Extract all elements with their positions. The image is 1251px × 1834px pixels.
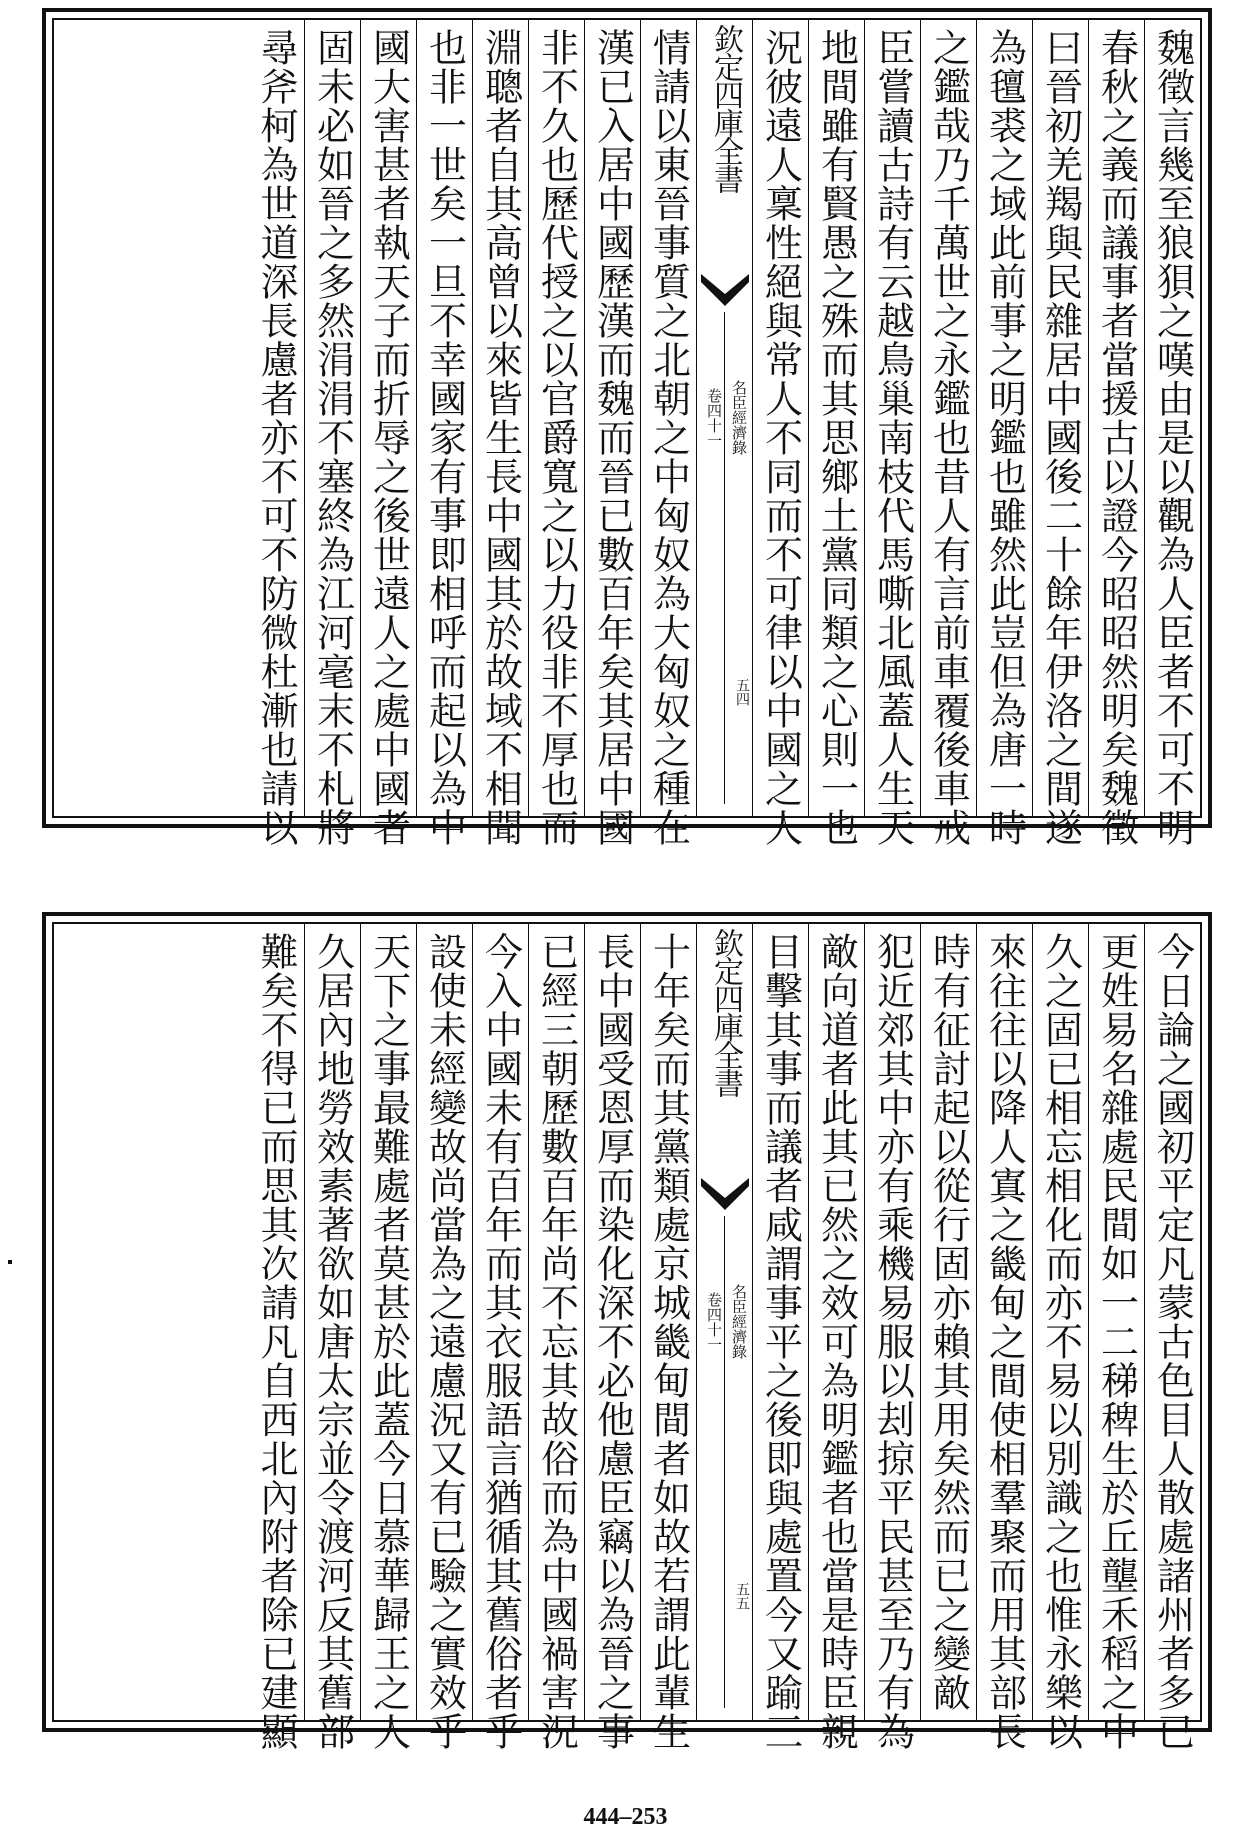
text-column xyxy=(360,924,416,1751)
text-column xyxy=(1088,924,1144,1751)
column-text: 曰晉初羌羯與民雜居中國後二十餘年伊洛之間遂 xyxy=(1038,28,1083,847)
column-text: 已經三朝歷數百年尚不忘其故俗而為中國禍害況 xyxy=(534,932,579,1751)
column-text: 漢已入居中國歷漢而魏而晉已數百年矣其居中國 xyxy=(590,28,635,847)
column-text: 久居內地勞效素著欲如唐太宗並令渡河反其舊部 xyxy=(310,932,355,1751)
column-text: 地間雖有賢愚之殊而其思鄉土黨同類之心則一也 xyxy=(814,28,859,847)
text-column xyxy=(472,924,528,1751)
column-text: 也非一世矣一旦不幸國家有事即相呼而起以為中 xyxy=(422,28,467,847)
column-text: 固未必如晉之多然涓涓不塞終為江河毫末不札將 xyxy=(310,28,355,847)
text-column xyxy=(1144,20,1200,847)
text-column xyxy=(360,20,416,847)
text-column xyxy=(864,924,920,1751)
fish-tail-mark-icon xyxy=(697,272,753,312)
column-text: 今入中國未有百年而其衣服語言猶循其舊俗者乎 xyxy=(478,932,523,1751)
column-text: 長中國受恩厚而染化深不必他慮臣竊以為晉之事 xyxy=(590,932,635,1751)
text-column xyxy=(1032,20,1088,847)
column-text: 更姓易名雜處民間如一二稊稗生於丘壟禾稻之中 xyxy=(1094,932,1139,1751)
center-fold-banner xyxy=(696,924,752,1720)
column-text: 國大害甚者執天子而折辱之後世遠人之處中國者 xyxy=(366,28,411,847)
text-column xyxy=(416,20,472,847)
text-column xyxy=(640,924,696,1751)
collection-title: 欽定四庫全書 xyxy=(708,928,743,1096)
top-page-columns xyxy=(54,20,1200,847)
leaf-number: 五五 xyxy=(734,1582,750,1610)
collection-title: 欽定四庫全書 xyxy=(708,24,743,192)
text-column xyxy=(808,20,864,847)
top-page-frame xyxy=(52,18,1202,847)
banner-rule xyxy=(724,1216,725,1708)
column-text: 犯近郊其中亦有乘機易服以刦掠平民甚至乃有為 xyxy=(870,932,915,1751)
book-title: 名臣經濟錄 xyxy=(730,1284,748,1359)
volume-label: 卷四十一 xyxy=(705,388,723,448)
text-column xyxy=(584,924,640,1751)
leaf-number: 五四 xyxy=(734,678,750,706)
column-text: 設使未經變故尚當為之遠慮況又有已驗之實效乎 xyxy=(422,932,467,1751)
column-text: 尋斧柯為世道深長慮者亦不可不防微杜漸也請以 xyxy=(254,28,298,847)
text-column xyxy=(864,20,920,847)
text-column xyxy=(1032,924,1088,1751)
column-text: 淵聰者自其高曾以來皆生長中國其於故域不相聞 xyxy=(478,28,523,847)
text-column xyxy=(920,20,976,847)
text-column xyxy=(1144,924,1200,1751)
column-text: 魏徵言幾至狼狽之嘆由是以觀為人臣者不可不明 xyxy=(1150,28,1195,847)
text-column xyxy=(920,924,976,1720)
text-column xyxy=(304,924,360,1751)
top-page-panel xyxy=(42,8,1212,847)
text-column xyxy=(528,924,584,1751)
text-column xyxy=(248,20,304,847)
volume-label: 卷四十一 xyxy=(705,1292,723,1352)
center-fold-banner xyxy=(696,20,752,816)
book-title: 名臣經濟錄 xyxy=(730,380,748,455)
text-column xyxy=(976,20,1032,847)
banner-rule xyxy=(724,312,725,804)
bottom-page-columns xyxy=(54,924,1200,1751)
text-column xyxy=(640,20,696,847)
text-column xyxy=(472,20,528,847)
column-text: 況彼遠人稟性絕與常人不同而不可律以中國之人 xyxy=(758,28,803,847)
column-text: 十年矣而其黨類處京城畿甸間者如故若謂此輩生 xyxy=(646,932,691,1751)
column-text: 為氊裘之域此前事之明鑑也雖然此豈但為唐一時 xyxy=(982,28,1027,847)
column-text: 久之固已相忘相化而亦不易以別識之也惟永樂以 xyxy=(1038,932,1083,1751)
text-column xyxy=(1088,20,1144,847)
column-text: 天下之事最難處者莫甚於此蓋今日慕華歸王之人 xyxy=(366,932,411,1751)
scan-speck xyxy=(8,1260,12,1264)
column-text: 臣嘗讀古詩有云越鳥巢南枝代馬嘶北風蓋人生天 xyxy=(870,28,915,847)
text-column xyxy=(752,924,808,1751)
text-column xyxy=(976,924,1032,1751)
bottom-page-panel xyxy=(42,912,1212,1751)
page-footer-number: 444–253 xyxy=(583,1804,668,1830)
fish-tail-mark-icon xyxy=(697,1176,753,1216)
text-column xyxy=(528,20,584,847)
bottom-page-frame xyxy=(52,922,1202,1751)
column-text: 來往往以降人寘之畿甸之間使相羣聚而用其部長 xyxy=(982,932,1027,1751)
column-text: 之鑑哉乃千萬世之永鑑也昔人有言前車覆後車戒 xyxy=(926,28,971,847)
column-text: 情請以東晉事質之北朝之中匈奴為大匈奴之種在 xyxy=(646,28,691,847)
text-column xyxy=(416,924,472,1751)
column-text: 目擊其事而議者咸謂事平之後即與處置今又踰三 xyxy=(758,932,803,1751)
column-text: 時有征討起以從行固亦賴其用矣然而已之變敵 xyxy=(926,932,971,1712)
column-text: 敵向道者此其已然之效可為明鑑者也當是時臣親 xyxy=(814,932,859,1751)
column-text: 春秋之義而議事者當援古以證今昭昭然明矣魏徵 xyxy=(1094,28,1139,847)
column-text: 今日論之國初平定凡蒙古色目人散處諸州者多已 xyxy=(1150,932,1195,1751)
text-column xyxy=(304,20,360,847)
column-text: 非不久也歷代授之以官爵寬之以力役非不厚也而 xyxy=(534,28,579,847)
text-column xyxy=(808,924,864,1751)
text-column xyxy=(248,924,304,1751)
text-column xyxy=(584,20,640,847)
text-column xyxy=(752,20,808,847)
column-text: 難矣不得已而思其次請凡自西北內附者除已建顯 xyxy=(254,932,298,1751)
